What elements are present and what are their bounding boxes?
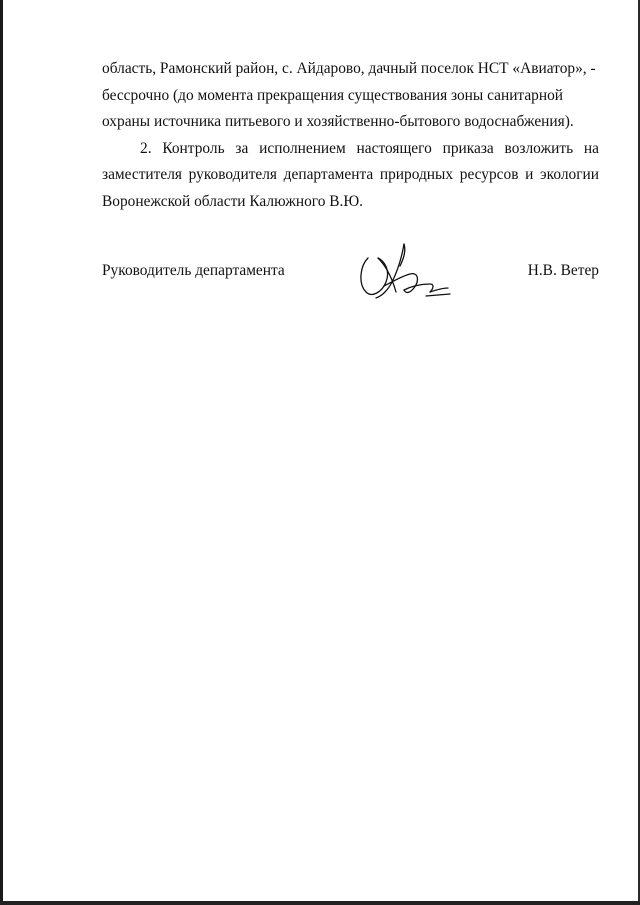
paragraph-2: 2. Контроль за исполнением настоящего приказа возложить на заместителя руководителя департамента природных ресурсов и экологии Воронежской области Калюжного В.Ю. xyxy=(102,139,599,210)
signatory-name: Н.В. Ветер xyxy=(527,262,599,279)
scan-border-left xyxy=(0,0,3,905)
scan-border-bottom xyxy=(0,901,640,905)
signature-block xyxy=(102,258,599,284)
document-body xyxy=(102,56,599,216)
handwritten-signature-icon xyxy=(356,236,456,302)
signatory-title: Руководитель департамента xyxy=(102,262,285,279)
paragraph-continued: область, Рамонский район, с. Айдарово, дачный поселок НСТ «Авиатор», - бессрочно (до момента прекращения существования зоны санитарной охраны источника питьевого и хозяйственно-бытового водоснабжения). xyxy=(102,60,596,131)
